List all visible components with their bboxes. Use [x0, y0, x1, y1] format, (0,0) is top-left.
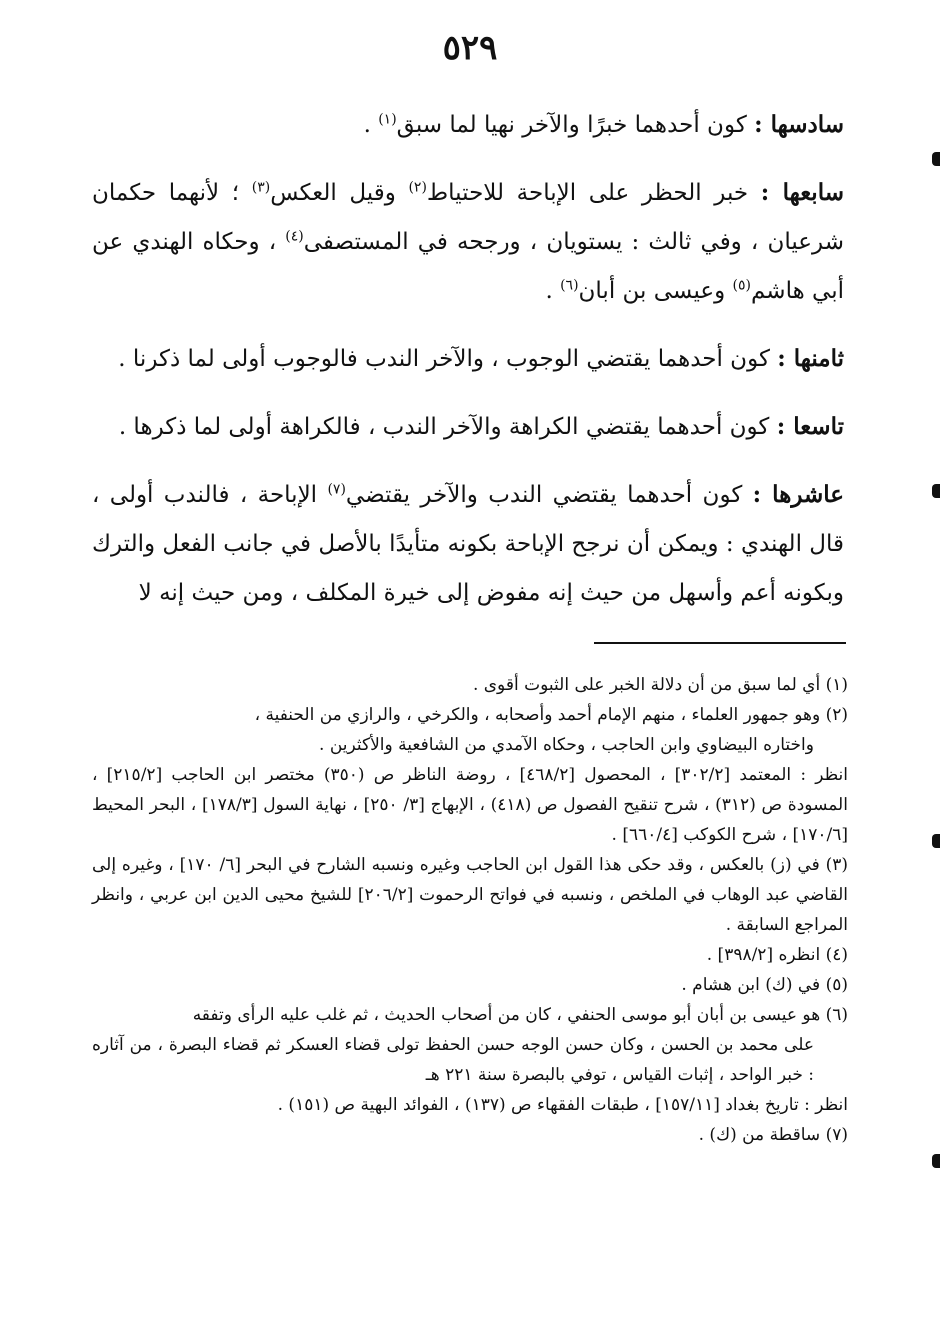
paragraph-text: ؛ لأنهما حكمان شرعيان ، وفي ثالث : يستويان ، ورجحه في المستصفى: [92, 180, 844, 255]
footnote-ref: (٥): [732, 277, 751, 294]
footnote-4: (٤) انظره [٣٩٨/٢] .: [706, 945, 848, 965]
footnote-6-continued: على محمد بن الحسن ، وكان حسن الوجه حسن الحفظ تولى قضاء العسكر ثم قضاء البصرة ، من آثاره : خبر الواحد ، إثبات القياس ، توفي بالبصرة سنة ٢٢١ هـ: [92, 1035, 814, 1085]
footnote-7: (٧) ساقطة من (ك) .: [698, 1125, 848, 1145]
paragraph-lead: سابعها :: [760, 179, 844, 206]
footnote-divider: [594, 642, 846, 644]
main-text: [92, 100, 844, 636]
footnote-ref: (٢): [408, 179, 427, 196]
footnote-6-references: انظر : تاريخ بغداد [١٥٧/١١] ، طبقات الفقهاء ص (١٣٧) ، الفوائد البهية ص (١٥١) .: [277, 1095, 848, 1115]
footnote-3: (٣) في (ز) بالعكس ، وقد حكى هذا القول ابن الحاجب وغيره ونسبه الشارح في البحر [٦/ ١٧٠] ، وغيره إلى القاضي عبد الوهاب في الملخص ، ونسبه في فواتح الرحموت [٢٠٦/٢] للشيخ محيى الدين ابن عربي ، وانظر المراجع السابقة .: [92, 855, 848, 935]
paragraph-lead: سادسها :: [754, 111, 844, 138]
paragraph-lead: تاسعا :: [776, 413, 844, 440]
binding-mark: [932, 152, 940, 166]
paragraph-text: الإباحة ، فالندب أولى ، قال الهندي : ويمكن أن نرجح الإباحة بكونه متأيدًا بالأصل في جانب الفعل والترك وبكونه أعم وأسهل من حيث إنه مفوض إلى خيرة المكلف ، ومن حيث إنه لا: [92, 482, 844, 606]
footnote-ref: (٣): [251, 179, 271, 196]
paragraph-seventh: [92, 168, 844, 316]
paragraph-text: كون أحدهما يقتضي الندب والآخر يقتضي: [345, 482, 753, 508]
footnote-2-continued: واختاره البيضاوي وابن الحاجب ، وحكاه الآمدي من الشافعية والأكثرين .: [319, 735, 814, 755]
paragraph-lead: عاشرها :: [752, 481, 845, 508]
footnote-ref: (١): [378, 111, 397, 128]
binding-mark: [932, 484, 940, 498]
footnote-6: (٦) هو عيسى بن أبان أبو موسى الحنفي ، كان من أصحاب الحديث ، ثم غلب عليه الرأى وتفقه: [192, 1005, 848, 1025]
footnote-ref: (٦): [560, 277, 579, 294]
footnote-5: (٥) في (ك) ابن هشام .: [681, 975, 848, 995]
paragraph-eighth: [92, 334, 844, 384]
paragraph-text: .: [363, 112, 379, 138]
paragraph-text: .: [545, 278, 561, 304]
footnotes: [92, 670, 848, 1150]
paragraph-text: وقيل العكس: [270, 180, 409, 206]
paragraph-ninth: [92, 402, 844, 452]
paragraph-text: كون أحدهما خبرًا والآخر نهيا لما سبق: [396, 112, 755, 138]
paragraph-text: خبر الحظر على الإباحة للاحتياط: [426, 180, 761, 206]
footnote-2: (٢) وهو جمهور العلماء ، منهم الإمام أحمد وأصحابه ، والكرخي ، والرازي من الحنفية ،: [254, 705, 848, 725]
paragraph-lead: ثامنها :: [777, 345, 844, 372]
page-number: ٥٢٩: [442, 28, 498, 68]
paragraph-sixth: [92, 100, 844, 150]
paragraph-text: ، وحكاه الهندي عن أبي هاشم: [92, 229, 844, 304]
footnote-ref: (٧): [327, 481, 346, 498]
paragraph-text: وعيسى بن أبان: [578, 278, 733, 304]
binding-mark: [932, 834, 940, 848]
footnote-ref: (٤): [285, 228, 304, 245]
footnote-2-references: انظر : المعتمد [٣٠٢/٢] ، المحصول [٤٦٨/٢] ، روضة الناظر ص (٣٥٠) مختصر ابن الحاجب [٢١٥/٢] ، المسودة ص (٣١٢) ، شرح تنقيح الفصول ص (٤١٨) ، الإبهاج [٣/ ٢٥٠] ، نهاية السول [١٧٨/٣] ، البحر المحيط [١٧٠/٦] ، شرح الكوكب [٦٦٠/٤] .: [92, 765, 848, 845]
footnote-1: (١) أي لما سبق من أن دلالة الخبر على الثبوت أقوى .: [472, 675, 848, 695]
paragraph-text: كون أحدهما يقتضي الوجوب ، والآخر الندب فالوجوب أولى لما ذكرنا .: [118, 346, 778, 372]
paragraph-tenth: [92, 470, 844, 618]
binding-mark: [932, 1154, 940, 1168]
paragraph-text: كون أحدهما يقتضي الكراهة والآخر الندب ، فالكراهة أولى لما ذكرها .: [118, 414, 777, 440]
